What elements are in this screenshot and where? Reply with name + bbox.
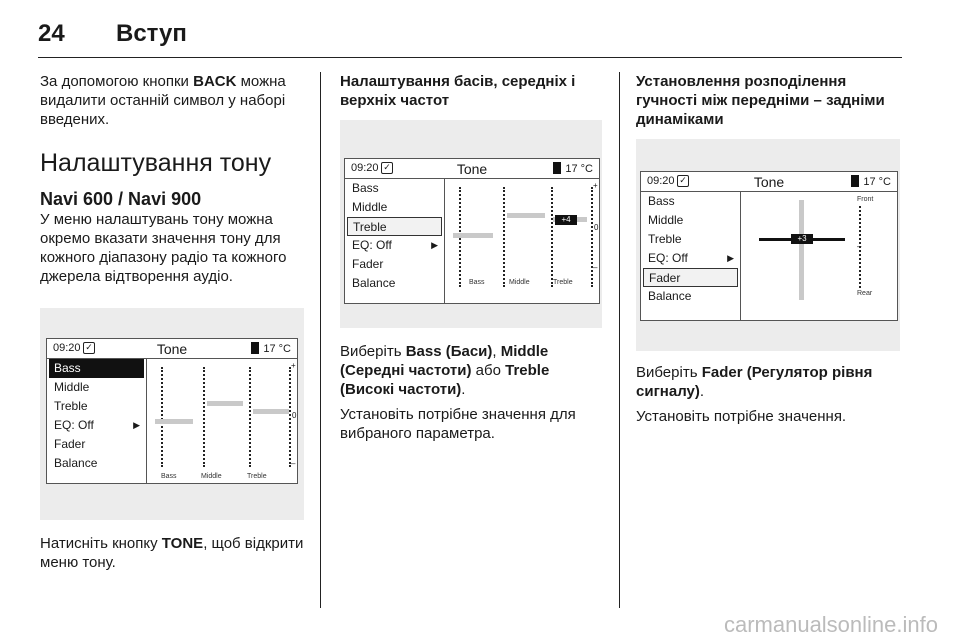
- page-number: 24: [38, 20, 65, 47]
- intro-paragraph: За допомогою кнопки BACK можна видалити останній символ у наборі введених.: [40, 73, 286, 128]
- bass-level: [453, 233, 493, 238]
- eq-panel: [149, 359, 297, 483]
- select-fader-instruction: Виберіть Fader (Регулятор рівня сигналу).: [636, 364, 873, 400]
- temperature: 17 °C: [553, 162, 593, 175]
- scale-minus: –: [593, 263, 598, 272]
- eq-label-bass: Bass: [469, 279, 485, 286]
- menu-item-eq[interactable]: EQ: Off ▶: [643, 249, 738, 268]
- status-bar: [641, 172, 897, 192]
- phone-icon: [251, 342, 259, 354]
- select-instruction: Виберіть Bass (Баси), Middle (Середні частоти) або Treble (Високі частоти).: [340, 343, 550, 398]
- clock: 09:20: [351, 162, 379, 174]
- screen-title: Tone: [156, 341, 188, 357]
- back-key-label: BACK: [193, 73, 237, 90]
- phone-icon: [553, 162, 561, 174]
- scale-minus: –: [857, 242, 862, 251]
- screen-title: Tone: [753, 174, 785, 190]
- fader-heading: Установлення розподілення гучності між передніми – задніми динаміками: [636, 73, 885, 128]
- status-bar: [47, 339, 297, 359]
- subsection-title: Navi 600 / Navi 900: [40, 189, 202, 209]
- chevron-right-icon: ▶: [431, 240, 438, 250]
- temperature: 17 °C: [851, 175, 891, 188]
- set-value-instruction: Установіть потрібне значення для вибраного параметра.: [340, 406, 576, 442]
- menu-item-fader[interactable]: Fader: [54, 437, 86, 451]
- menu-item-middle[interactable]: Middle: [352, 200, 388, 214]
- menu-item-fader[interactable]: Fader: [643, 268, 738, 287]
- page-header: [38, 14, 902, 58]
- scale-zero: 0: [594, 223, 599, 232]
- menu-item-eq[interactable]: EQ: Off ▶: [49, 416, 144, 435]
- column-divider: [320, 72, 321, 608]
- eq-label-treble: Treble: [247, 473, 267, 480]
- page-title: Вступ: [116, 20, 187, 47]
- display-screen: [46, 338, 298, 484]
- menu-item-treble[interactable]: Treble: [648, 232, 682, 246]
- eq-label-middle: Middle: [201, 473, 222, 480]
- menu-item-middle[interactable]: Middle: [648, 213, 684, 227]
- rear-label: Rear: [857, 290, 873, 297]
- fader-panel: [743, 192, 897, 320]
- tone-menu: [345, 179, 445, 303]
- chevron-right-icon: ▶: [133, 420, 140, 430]
- tone-description: У меню налаштувань тону можна окремо вказати значення тону для кожного діапазону радіо та кожного джерела відтворення аудіо.: [40, 211, 287, 285]
- scale-track: [289, 367, 291, 467]
- column-2: [340, 72, 606, 443]
- tone-button-instruction: Натисніть кнопку TONE, щоб відкрити меню тону.: [40, 535, 304, 571]
- column-divider: [619, 72, 620, 608]
- menu-item-treble[interactable]: Treble: [54, 399, 88, 413]
- check-icon: ✓: [677, 175, 689, 187]
- bass-middle-treble-heading: Налаштування басів, середніх і верхніх частот: [340, 73, 576, 109]
- tone-menu-screenshot: [40, 308, 304, 520]
- middle-level: [207, 401, 243, 406]
- treble-slider[interactable]: [551, 187, 553, 287]
- check-icon: ✓: [381, 162, 393, 174]
- column-3: [636, 72, 902, 426]
- menu-item-bass[interactable]: Bass: [648, 194, 675, 208]
- phone-icon: [851, 175, 859, 187]
- menu-item-balance[interactable]: Balance: [648, 289, 692, 303]
- tone-key-label: TONE: [161, 535, 204, 552]
- scale-plus: +: [593, 181, 598, 190]
- fader-value-badge: +3: [791, 234, 813, 244]
- menu-item-middle[interactable]: Middle: [54, 380, 90, 394]
- set-value-instruction: Установіть потрібне значення.: [636, 408, 847, 425]
- menu-item-fader[interactable]: Fader: [352, 257, 384, 271]
- column-1: [40, 72, 308, 572]
- eq-label-treble: Treble: [553, 279, 573, 286]
- tone-menu: [47, 359, 147, 483]
- middle-level: [507, 213, 545, 218]
- fader-screenshot: [636, 139, 900, 351]
- treble-level: [253, 409, 289, 414]
- clock: 09:20: [53, 342, 81, 354]
- eq-label-middle: Middle: [509, 279, 530, 286]
- menu-item-eq[interactable]: EQ: Off ▶: [347, 236, 442, 255]
- check-icon: ✓: [83, 342, 95, 354]
- menu-item-bass[interactable]: Bass: [352, 181, 379, 195]
- scale-track: [591, 187, 593, 287]
- treble-value-badge: +4: [555, 215, 577, 225]
- bass-level: [155, 419, 193, 424]
- section-title: Налаштування тону: [40, 149, 272, 177]
- display-screen: [344, 158, 600, 304]
- fader-vertical-bar: [799, 200, 804, 300]
- scale-minus: –: [291, 459, 296, 468]
- temperature: 17 °C: [251, 342, 291, 355]
- scale-zero: 0: [292, 411, 297, 420]
- watermark: carmanualsonline.info: [723, 612, 938, 637]
- bass-slider[interactable]: [161, 367, 163, 467]
- tone-menu: [641, 192, 741, 320]
- treble-screenshot: [340, 120, 602, 328]
- eq-label-bass: Bass: [161, 473, 177, 480]
- clock: 09:20: [647, 175, 675, 187]
- menu-item-treble[interactable]: Treble: [347, 217, 442, 236]
- scale-plus: +: [291, 361, 296, 370]
- treble-slider[interactable]: [249, 367, 251, 467]
- menu-item-bass[interactable]: Bass: [49, 359, 144, 378]
- middle-slider[interactable]: [503, 187, 505, 287]
- display-screen: [640, 171, 898, 321]
- screen-title: Tone: [456, 161, 488, 177]
- eq-panel: [447, 179, 599, 303]
- status-bar: [345, 159, 599, 179]
- menu-item-balance[interactable]: Balance: [54, 456, 98, 470]
- menu-item-balance[interactable]: Balance: [352, 276, 396, 290]
- chevron-right-icon: ▶: [727, 253, 734, 263]
- middle-slider[interactable]: [203, 367, 205, 467]
- front-label: Front: [857, 196, 874, 203]
